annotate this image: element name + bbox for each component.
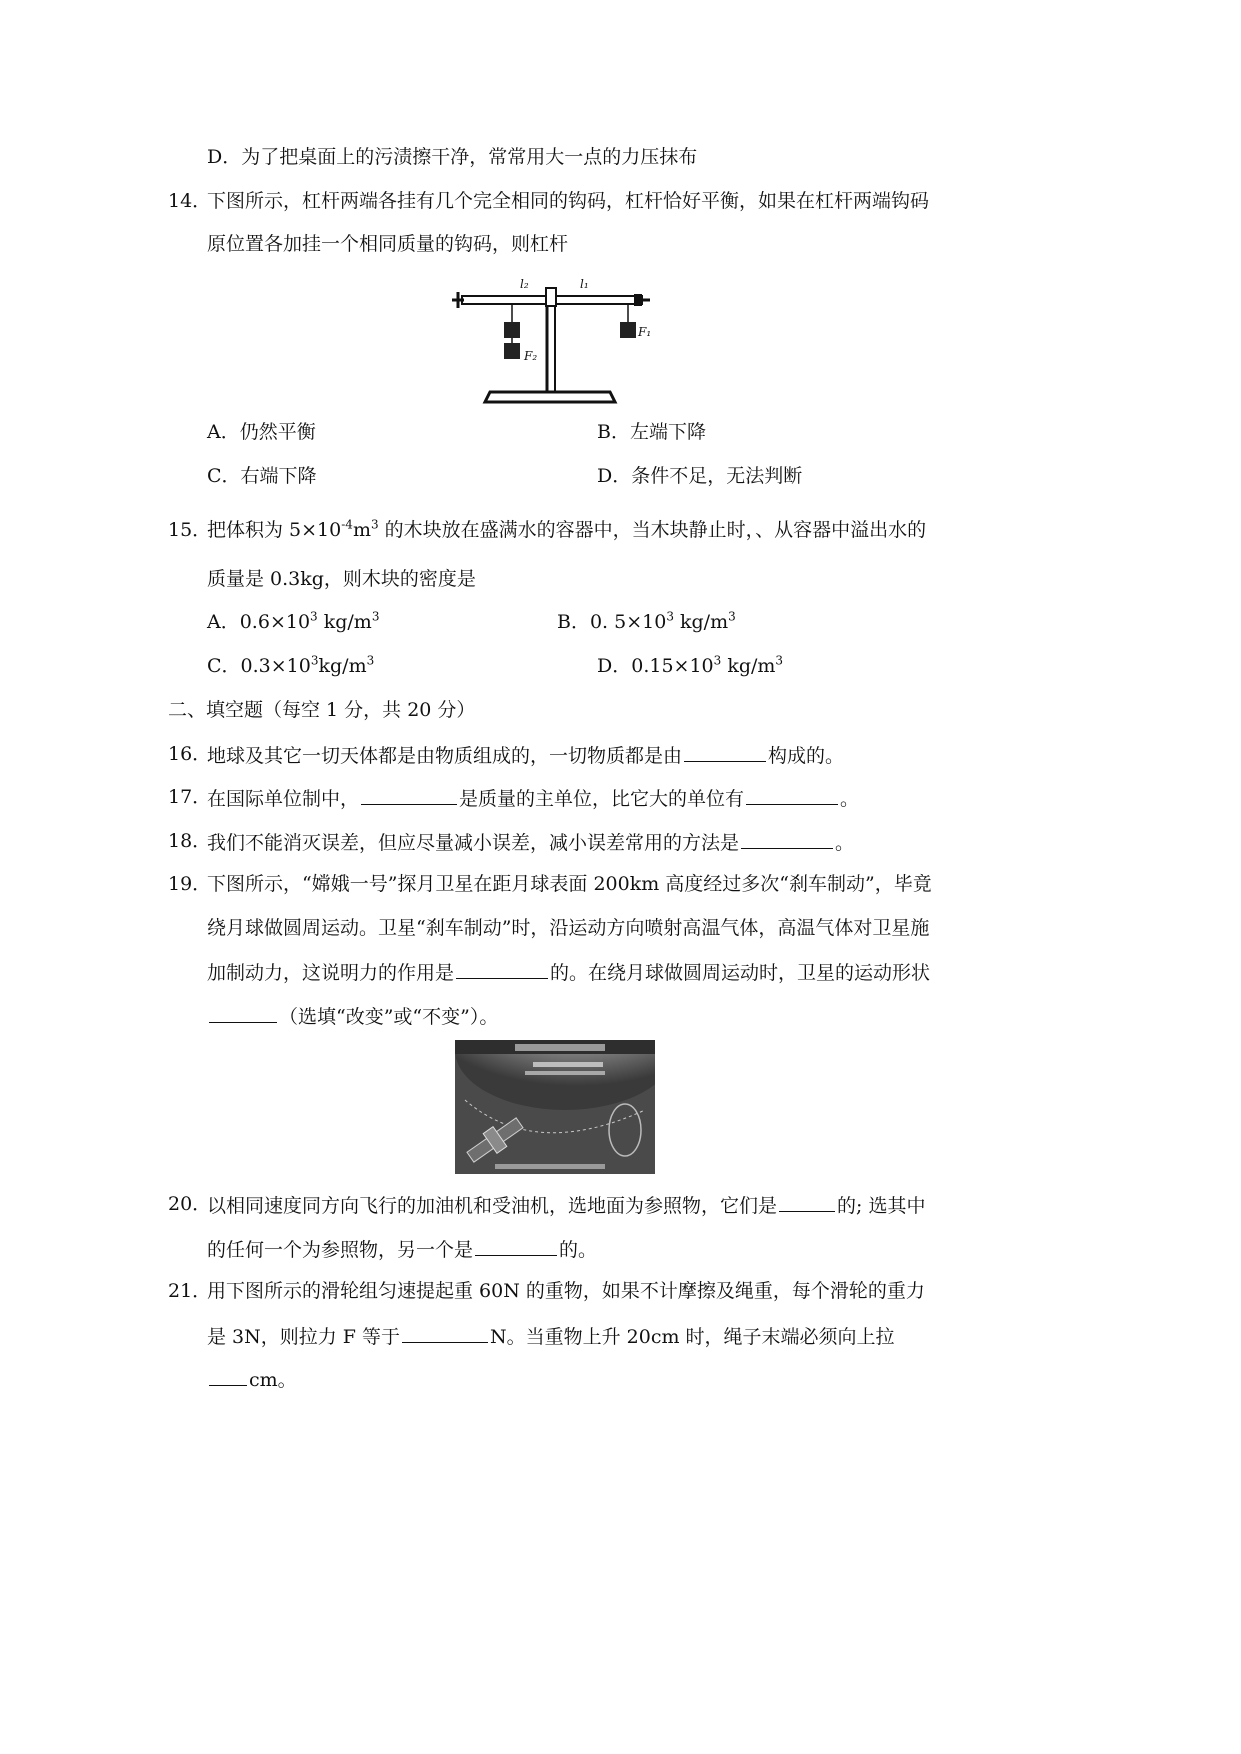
q16-answer-blank[interactable] [684,741,766,762]
q19-text-line1: 下图所示，“嫦娥一号”探月卫星在距月球表面 200km 高度经过多次“刹车制动”，毕竟 [207,873,932,895]
q17-number: 17． [168,786,212,808]
q20-text-2a: 的任何一个为参照物，另一个是 [207,1239,474,1261]
q15-number: 15． [168,519,212,541]
lever-f1-label: F₁ [638,325,652,339]
q18-text-a: 我们不能消灭误差，但应尽量减小误差，减小误差常用的方法是 [207,832,740,854]
q19-text-line4 [207,1002,498,1030]
q15-option-a-exp: 3 [310,609,318,624]
q21-text-2b: N。当重物上升 20cm 时，绳子末端必须向上拉 [490,1326,895,1348]
q21-text-2a: 是 3N，则拉力 F 等于 [207,1326,401,1348]
q20-answer-blank-1[interactable] [779,1191,835,1212]
q15-option-d-unit-exp: 3 [775,653,784,668]
q21-text-line3 [207,1365,297,1393]
q15-text-c: 的木块放在盛满水的容器中，当木块静止时，、从容器中溢出水的 [378,519,927,541]
lever-figure [450,270,660,410]
q14-option-c: C．右端下降 [207,465,317,487]
q17-text-a: 在国际单位制中， [207,788,360,810]
q20-answer-blank-2[interactable] [475,1235,557,1256]
q15-option-a-unit-exp: 3 [371,609,380,624]
q19-text-line2: 绕月球做圆周运动。卫星“刹车制动”时，沿运动方向喷射高温气体，高温气体对卫星施 [207,917,930,939]
q18-answer-blank[interactable] [741,828,833,849]
q15-option-b [557,609,736,635]
q21-text-3: cm。 [249,1369,297,1391]
q15-option-c [207,653,374,679]
q21-answer-blank-1[interactable] [402,1322,488,1343]
q15-option-d [597,653,783,679]
q17-answer-blank-1[interactable] [361,784,457,805]
q15-option-d-value: D．0.15×10 [597,655,714,677]
q18-text [207,828,854,856]
q14-number: 14． [168,190,212,212]
q17-text [207,784,859,812]
q19-answer-blank-2[interactable] [209,1002,277,1023]
q14-option-b: B．左端下降 [597,421,706,443]
q19-text-3b: 的。在绕月球做圆周运动时，卫星的运动形状 [550,962,931,984]
q15-option-b-value: B．0. 5×10 [557,611,667,633]
q15-text-line1 [207,517,926,543]
q13-option-d: D．为了把桌面上的污渍擦干净，常常用大一点的力压抹布 [207,146,698,168]
q17-text-b: 是质量的主单位，比它大的单位有 [459,788,745,810]
q20-text-line1 [207,1191,925,1219]
q20-text-1b: 的; 选其中 [837,1195,926,1217]
section-2-heading: 二、填空题（每空 1 分，共 20 分） [168,699,476,721]
q19-answer-blank-1[interactable] [456,958,548,979]
q15-option-b-unit-exp: 3 [728,609,736,624]
q19-number: 19． [168,873,212,895]
q15-option-c-unit-exp: 3 [366,653,375,668]
q15-unit-cubed: 3 [370,517,379,532]
q18-text-b: 。 [835,832,855,854]
q15-option-a-value: A．0.6×10 [207,611,311,633]
q15-option-b-unit: kg/m [673,611,729,633]
q17-answer-blank-2[interactable] [746,784,838,805]
lever-l2-label: l₂ [520,277,529,291]
q19-text-4: （选填“改变”或“不变”）。 [279,1006,499,1028]
change1-satellite-photo [455,1040,655,1174]
q15-text-line2: 质量是 0.3kg，则木块的密度是 [207,568,476,590]
q14-option-d: D．条件不足，无法判断 [597,465,803,487]
q20-text-1a: 以相同速度同方向飞行的加油机和受油机，选地面为参照物，它们是 [207,1195,778,1217]
q15-option-c-exp: 3 [310,653,319,668]
q20-text-2b: 的。 [559,1239,598,1261]
q15-option-a-unit: kg/m [317,611,372,633]
q14-text-line1: 下图所示，杠杆两端各挂有几个完全相同的钩码，杠杆恰好平衡，如果在杠杆两端钩码 [207,190,930,212]
q18-number: 18． [168,830,212,852]
q14-option-a: A．仍然平衡 [207,421,316,443]
q15-option-d-exp: 3 [713,653,722,668]
q20-text-line2 [207,1235,597,1263]
q15-text-a: 把体积为 5×10 [207,519,342,541]
q15-option-b-exp: 3 [666,609,674,624]
q21-text-line2 [207,1322,895,1350]
q20-number: 20． [168,1193,212,1215]
q16-text [207,741,844,769]
q16-text-a: 地球及其它一切天体都是由物质组成的，一切物质都是由 [207,745,683,767]
q15-exponent: -4 [341,517,353,532]
q19-text-3a: 加制动力，这说明力的作用是 [207,962,455,984]
q15-option-a [207,609,379,635]
q16-number: 16． [168,743,212,765]
lever-l1-label: l₁ [580,277,589,291]
q15-option-c-unit: kg/m [318,655,367,677]
q14-text-line2: 原位置各加挂一个相同质量的钩码，则杠杆 [207,233,569,255]
q21-answer-blank-2[interactable] [209,1365,247,1386]
q15-option-c-value: C．0.3×10 [207,655,311,677]
q21-text-line1: 用下图所示的滑轮组匀速提起重 60N 的重物，如果不计摩擦及绳重，每个滑轮的重力 [207,1280,925,1302]
q17-text-c: 。 [840,788,860,810]
q15-unit-m: m [352,519,371,541]
lever-f2-label: F₂ [524,349,538,363]
q16-text-b: 构成的。 [768,745,845,767]
q19-text-line3 [207,958,930,986]
q21-number: 21． [168,1280,212,1302]
q15-option-d-unit: kg/m [721,655,776,677]
